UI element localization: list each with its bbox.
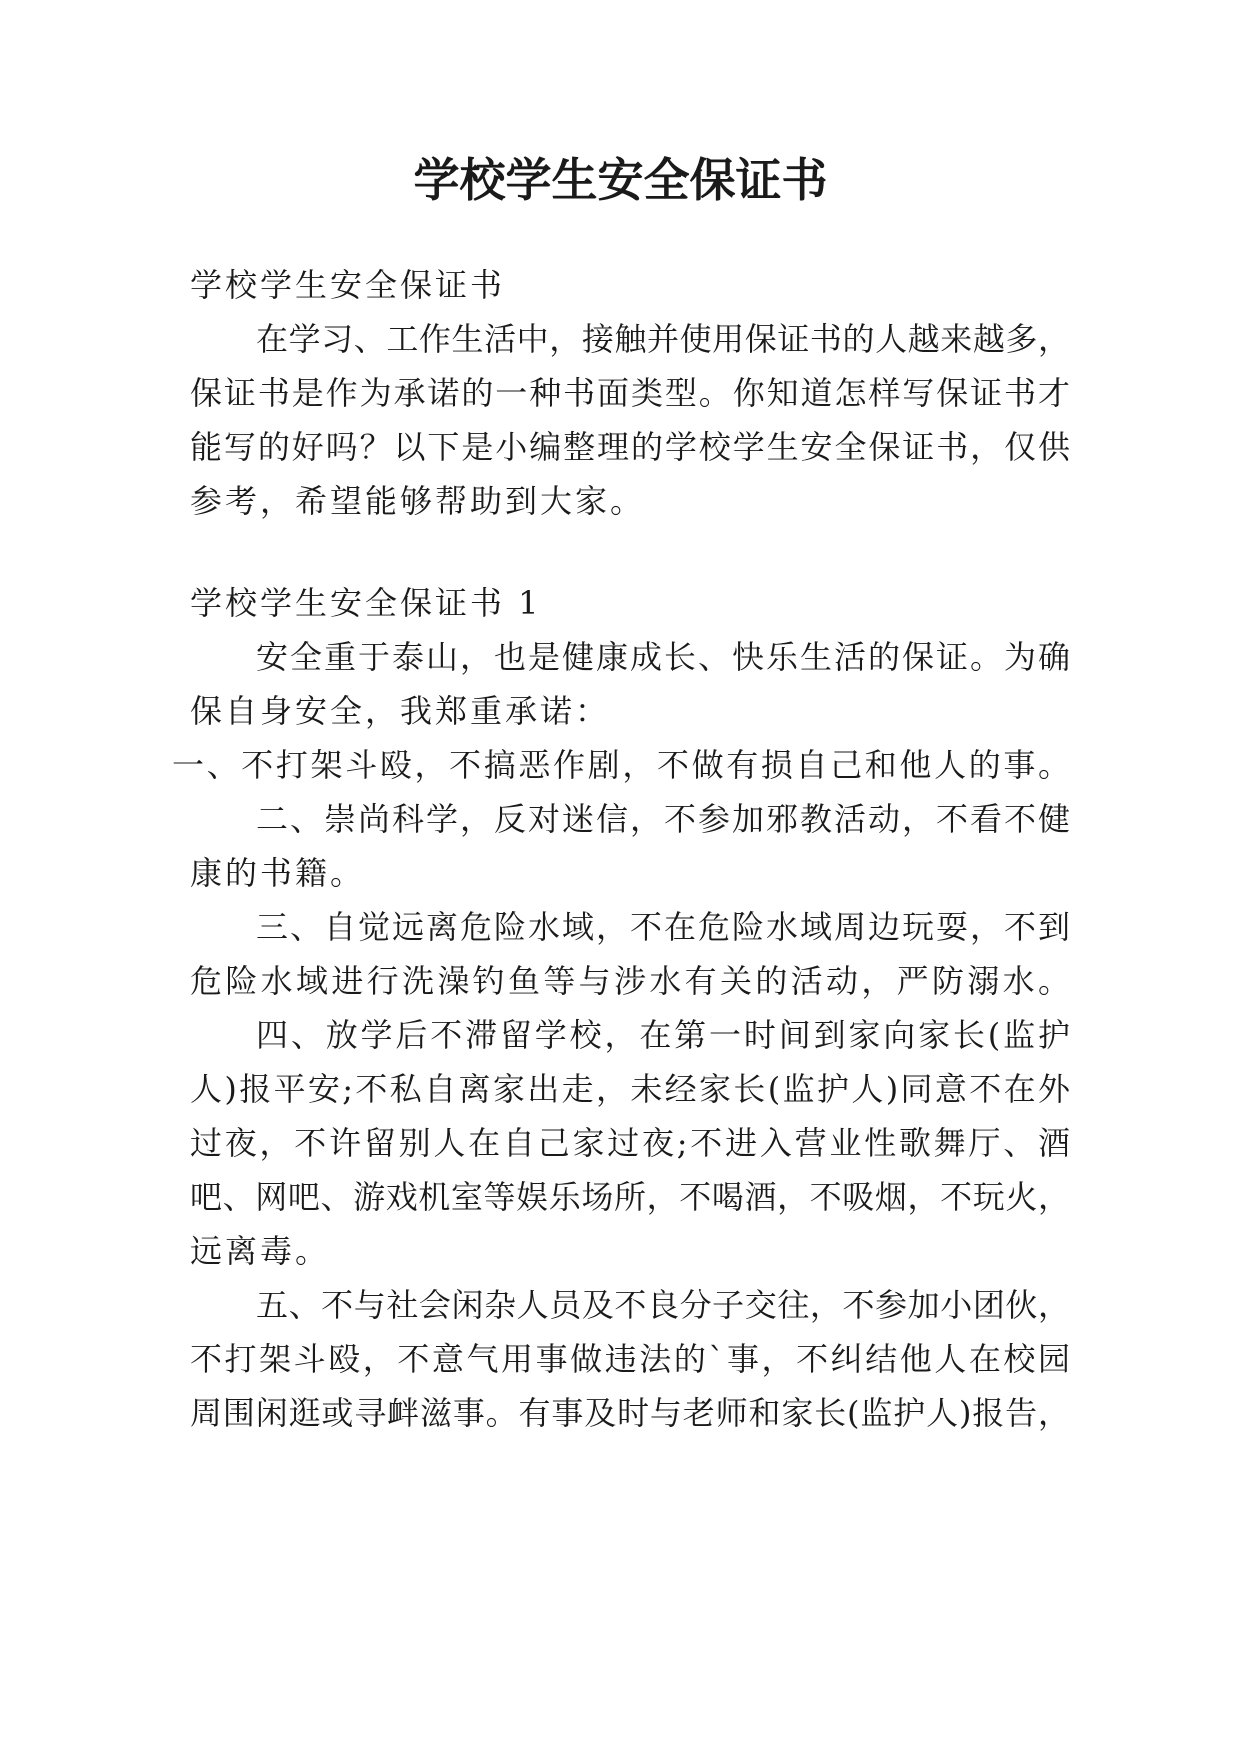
- paragraph-line: 在学习、工作生活中，接触并使用保证书的人越来越多，: [256, 320, 1070, 358]
- list-item-line: 周围闲逛或寻衅滋事。有事及时与老师和家长(监护人)报告，: [190, 1394, 1070, 1432]
- paragraph-line: 能写的好吗？以下是小编整理的学校学生安全保证书，仅供: [190, 428, 1070, 466]
- paragraph-line: 参考，希望能够帮助到大家。: [190, 482, 646, 520]
- list-item-line: 一、不打架斗殴，不搞恶作剧，不做有损自己和他人的事。: [172, 746, 1070, 784]
- list-item-line: 康的书籍。: [190, 854, 366, 892]
- list-item-line: 五、不与社会闲杂人员及不良分子交往，不参加小团伙，: [256, 1286, 1070, 1324]
- list-item-line: 二、崇尚科学，反对迷信，不参加邪教活动，不看不健: [256, 800, 1070, 838]
- section-heading: 学校学生安全保证书: [190, 266, 506, 304]
- list-item-line: 过夜，不许留别人在自己家过夜;不进入营业性歌舞厅、酒: [190, 1124, 1070, 1162]
- section-heading: 学校学生安全保证书 1: [190, 584, 542, 622]
- list-item-line: 三、自觉远离危险水域，不在危险水域周边玩耍，不到: [256, 908, 1070, 946]
- paragraph-line: 安全重于泰山，也是健康成长、快乐生活的保证。为确: [256, 638, 1070, 676]
- list-item-line: 吧、网吧、游戏机室等娱乐场所，不喝酒，不吸烟，不玩火，: [190, 1178, 1070, 1216]
- document-title: 学校学生安全保证书: [413, 153, 828, 207]
- paragraph-line: 保证书是作为承诺的一种书面类型。你知道怎样写保证书才: [190, 374, 1070, 412]
- list-item-line: 危险水域进行洗澡钓鱼等与涉水有关的活动，严防溺水。: [190, 962, 1070, 1000]
- list-item-line: 四、放学后不滞留学校，在第一时间到家向家长(监护: [256, 1016, 1070, 1054]
- list-item-line: 不打架斗殴，不意气用事做违法的`事，不纠结他人在校园: [190, 1340, 1070, 1378]
- paragraph-line: 保自身安全，我郑重承诺：: [190, 692, 611, 730]
- list-item-line: 远离毒。: [190, 1232, 331, 1270]
- list-item-line: 人)报平安;不私自离家出走，未经家长(监护人)同意不在外: [190, 1070, 1070, 1108]
